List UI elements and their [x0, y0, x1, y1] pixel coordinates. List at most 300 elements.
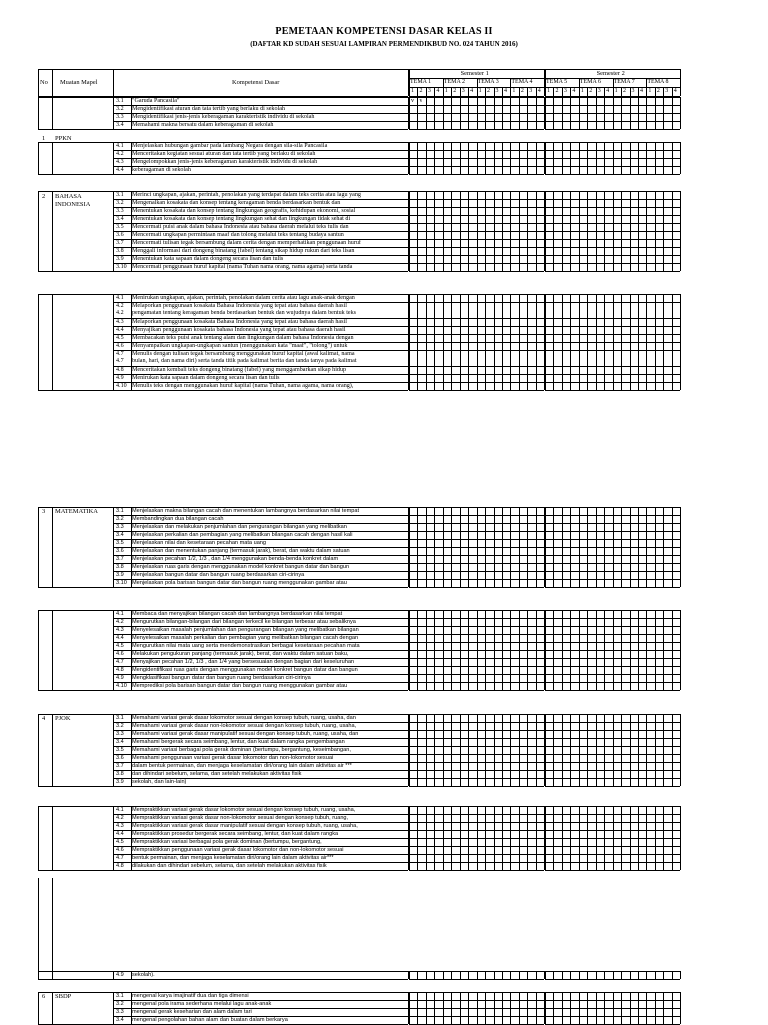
- kd-text: Mencermati puisi anak dalam bahasa Indonesia atau bahasa daerah melalui teks tulis dan: [132, 224, 349, 230]
- grid-rule: [562, 971, 563, 979]
- grid-rule: [485, 97, 486, 129]
- rule: [536, 87, 537, 96]
- grid-rule: [409, 806, 410, 870]
- rule: [485, 87, 486, 96]
- grid-rule: [613, 294, 614, 390]
- grid-rule: [519, 610, 520, 690]
- grid-rule: [613, 714, 614, 786]
- grid-rule: [409, 714, 410, 786]
- grid-rule: [638, 294, 639, 390]
- rule: [451, 87, 452, 96]
- grid-rule: [502, 992, 503, 1024]
- grid-rule: [502, 294, 503, 390]
- grid-rule: [443, 97, 444, 129]
- grid-rule: [545, 992, 546, 1024]
- rule: [613, 87, 614, 96]
- grid-rule: [680, 97, 681, 129]
- rule: [443, 87, 444, 96]
- grid-rule: [638, 714, 639, 786]
- grid-rule: [545, 587, 680, 588]
- grid-rule: [510, 97, 511, 129]
- grid-rule: [545, 191, 546, 271]
- grid-rule: [434, 806, 435, 870]
- kd-text: Memahami makna bersatu dalam keberagaman di sekolah: [132, 122, 274, 128]
- row-rule: [113, 223, 408, 224]
- continuation-rule: [38, 878, 39, 971]
- rule: [460, 87, 461, 96]
- grid-rule: [477, 507, 478, 587]
- kd-code: 4.4: [116, 167, 124, 173]
- row-rule: [113, 539, 408, 540]
- kd-code: 3.8: [116, 564, 124, 570]
- row-rule: [113, 374, 408, 375]
- row-rule: [113, 302, 408, 303]
- row-rule: [113, 239, 408, 240]
- grid-rule: [638, 992, 639, 1024]
- grid-rule: [545, 294, 546, 390]
- kd-code: 4.7: [116, 855, 124, 861]
- kd-code: 4.9: [116, 675, 124, 681]
- grid-rule: [460, 507, 461, 587]
- subtema-number: 1: [580, 88, 584, 94]
- kd-code: 3.2: [116, 106, 124, 112]
- grid-rule: [587, 971, 588, 979]
- grid-rule: [663, 714, 664, 786]
- grid-rule: [613, 610, 614, 690]
- section-rule: [38, 714, 408, 715]
- grid-rule: [519, 714, 520, 786]
- grid-rule: [604, 992, 605, 1024]
- kd-text: Menggali informasi dari dongeng binatang (fabel) tentang sikap hidup rukun dari teks lisan: [132, 248, 355, 254]
- grid-rule: [426, 97, 427, 129]
- kd-code: 3.5: [116, 224, 124, 230]
- subtema-number: 1: [614, 88, 618, 94]
- grid-rule: [655, 806, 656, 870]
- tema-8-header: TEMA 8: [647, 79, 669, 85]
- grid-rule: [663, 992, 664, 1024]
- grid-rule: [545, 806, 546, 870]
- subject-name: PPKN: [55, 135, 72, 142]
- grid-rule: [485, 142, 486, 174]
- row-rule: [113, 690, 408, 691]
- grid-rule: [604, 97, 605, 129]
- grid-rule: [494, 97, 495, 129]
- grid-rule: [655, 507, 656, 587]
- rule: [646, 87, 647, 96]
- subtema-number: 3: [461, 88, 465, 94]
- rule: [113, 714, 114, 786]
- rule: [655, 87, 656, 96]
- grid-rule: [460, 806, 461, 870]
- grid-rule: [663, 610, 664, 690]
- kd-text: Menjelaskan makna bilangan cacah dan menentukan lambangnya berdasarkan nilai tempat: [132, 508, 360, 514]
- kd-text: Menjelaskan pola barisan bangun datar dan bangun ruang menggunakan gambar atau: [132, 580, 347, 586]
- row-rule: [113, 382, 408, 383]
- grid-rule: [468, 610, 469, 690]
- grid-rule: [646, 610, 647, 690]
- row-rule: [113, 979, 408, 980]
- grid-rule: [434, 294, 435, 390]
- grid-rule: [510, 806, 511, 870]
- grid-rule: [519, 97, 520, 129]
- row-rule: [113, 531, 408, 532]
- row-rule: [113, 1008, 408, 1009]
- grid-rule: [562, 142, 563, 174]
- grid-rule: [630, 806, 631, 870]
- rule: [38, 806, 39, 870]
- row-rule: [113, 738, 408, 739]
- kd-text: Membaca dan menyajikan bilangan cacah dan lambangnya berdasarkan nilai tempat: [132, 611, 343, 617]
- kd-code: 4.2: [116, 151, 124, 157]
- rule: [52, 294, 53, 390]
- row-rule: [113, 547, 408, 548]
- grid-rule: [494, 142, 495, 174]
- grid-rule: [613, 507, 614, 587]
- grid-rule: [663, 507, 664, 587]
- grid-rule: [630, 507, 631, 587]
- kd-text: Melaporkan penggunaan kosakata Bahasa Indonesia yang tepat atau bahasa daerah hasil: [132, 319, 347, 325]
- row-rule: [113, 770, 408, 771]
- subtema-number: 2: [656, 88, 660, 94]
- rule: [38, 507, 39, 587]
- grid-rule: [477, 97, 478, 129]
- grid-rule: [630, 992, 631, 1024]
- grid-rule: [545, 786, 680, 787]
- grid-rule: [468, 294, 469, 390]
- grid-rule: [536, 294, 537, 390]
- grid-rule: [579, 971, 580, 979]
- kd-text: bulan, hari, dan nama diri) serta tanda titik pada kalimat berita dan tanda tanya pada kalimat: [132, 358, 357, 364]
- grid-rule: [527, 294, 528, 390]
- grid-rule: [494, 992, 495, 1024]
- grid-rule: [443, 610, 444, 690]
- grid-rule: [409, 294, 410, 390]
- rule: [38, 191, 39, 271]
- kd-code: 3.1: [116, 192, 124, 198]
- subject-number: 6: [42, 993, 46, 1000]
- rule: [502, 87, 503, 96]
- grid-rule: [604, 507, 605, 587]
- kd-text: "Garuda Pancasila": [132, 98, 180, 104]
- grid-rule: [460, 142, 461, 174]
- grid-rule: [562, 294, 563, 390]
- kd-text: mengenal pengolahan bahan alam dan buatan dalam berkarya: [132, 1017, 288, 1023]
- grid-rule: [510, 971, 511, 979]
- subtema-number: 2: [453, 88, 457, 94]
- rule: [52, 806, 53, 870]
- kd-text: Mencermati ungkapan permintaan maaf dan tolong melalui teks tentang budaya santun: [132, 232, 344, 238]
- grid-rule: [638, 507, 639, 587]
- grid-rule: [485, 507, 486, 587]
- rule: [672, 87, 673, 96]
- rule: [630, 87, 631, 96]
- grid-rule: [409, 979, 544, 980]
- grid-rule: [680, 191, 681, 271]
- grid-rule: [604, 714, 605, 786]
- grid-rule: [604, 806, 605, 870]
- grid-rule: [485, 714, 486, 786]
- subtema-number: 1: [478, 88, 482, 94]
- rule: [113, 971, 114, 979]
- kd-text: Menceritakan kegiatan sesuai aturan dan tata tertib yang berlaku di sekolah: [132, 151, 316, 157]
- kd-code: 3.2: [116, 723, 124, 729]
- kd-code: 4.7: [116, 358, 124, 364]
- tema-2-header: TEMA 2: [443, 79, 465, 85]
- grid-rule: [587, 507, 588, 587]
- rule: [52, 507, 53, 587]
- rule: [417, 87, 418, 96]
- subtema-number: 3: [665, 88, 669, 94]
- kd-text: keberagaman di sekolah: [132, 167, 191, 173]
- grid-rule: [434, 610, 435, 690]
- kd-code: 4.9: [116, 375, 124, 381]
- grid-rule: [672, 806, 673, 870]
- subtema-number: 2: [589, 88, 593, 94]
- kd-text: Mengelompokkan jenis-jenis keberagaman karakteristik individu di sekolah: [132, 159, 318, 165]
- rule: [494, 87, 495, 96]
- grid-rule: [655, 142, 656, 174]
- grid-rule: [527, 806, 528, 870]
- kd-code: 4.8: [116, 367, 124, 373]
- row-rule: [113, 862, 408, 863]
- grid-rule: [570, 142, 571, 174]
- kd-code: 4.4: [116, 327, 124, 333]
- grid-rule: [451, 806, 452, 870]
- grid-rule: [630, 191, 631, 271]
- grid-rule: [553, 507, 554, 587]
- grid-rule: [596, 142, 597, 174]
- grid-rule: [562, 610, 563, 690]
- kd-text: Menyelesaikan masalah perkalian dan pembagian yang melibatkan bilangan cacah dengan: [132, 635, 359, 641]
- kd-code: 3.3: [116, 1009, 124, 1015]
- grid-rule: [536, 142, 537, 174]
- row-rule: [113, 105, 408, 106]
- grid-rule: [596, 507, 597, 587]
- row-rule: [113, 129, 408, 130]
- row-rule: [113, 318, 408, 319]
- kd-text: Membandingkan dua bilangan cacah: [132, 516, 224, 522]
- grid-rule: [468, 507, 469, 587]
- kd-text: Menjelaskan pecahan 1/2, 1/3 , dan 1/4 menggunakan benda-benda konkret dalam: [132, 556, 339, 562]
- kd-text: Menjelaskan dan menentukan panjang (termasuk jarak), berat, dan waktu dalam satuan: [132, 548, 350, 554]
- grid-rule: [579, 507, 580, 587]
- row-rule: [113, 150, 408, 151]
- kd-text: Mempraktikkan variasi gerak dasar manipulatif sesuai dengan konsep tubuh, ruang, usaha,: [132, 823, 358, 829]
- kd-code: 4.7: [116, 351, 124, 357]
- grid-rule: [630, 610, 631, 690]
- continuation-rule: [52, 878, 53, 971]
- grid-rule: [409, 992, 410, 1024]
- row-rule: [113, 113, 408, 114]
- grid-rule: [663, 294, 664, 390]
- grid-rule: [468, 142, 469, 174]
- rule: [38, 992, 39, 1024]
- grid-rule: [485, 610, 486, 690]
- grid-rule: [536, 97, 537, 129]
- kd-text: Memahami bergerak secara seimbang, lentur, dan kuat dalam rangka pengembangan: [132, 739, 345, 745]
- row-rule: [113, 1016, 408, 1017]
- row-rule: [113, 326, 408, 327]
- kd-code: 4.3: [116, 823, 124, 829]
- kd-text: Menyajikan pecahan 1/2, 1/3 , dan 1/4 yang bersesuaian dengan bagian dari keseluruhan: [132, 659, 355, 665]
- section-rule: [38, 992, 408, 993]
- grid-rule: [519, 507, 520, 587]
- grid-rule: [646, 992, 647, 1024]
- grid-rule: [579, 142, 580, 174]
- grid-rule: [621, 294, 622, 390]
- grid-rule: [579, 806, 580, 870]
- row-rule: [113, 626, 408, 627]
- grid-rule: [519, 992, 520, 1024]
- grid-rule: [553, 971, 554, 979]
- grid-rule: [409, 191, 410, 271]
- semester-2-label: Semester 2: [596, 70, 625, 77]
- grid-rule: [630, 294, 631, 390]
- grid-rule: [638, 97, 639, 129]
- tema-5-header: TEMA 5: [546, 79, 568, 85]
- tema-3-header: TEMA 3: [477, 79, 499, 85]
- row-rule: [113, 814, 408, 815]
- subtema-number: 3: [631, 88, 635, 94]
- section-rule: [38, 142, 408, 143]
- kd-code: 3.9: [116, 256, 124, 262]
- kd-text: Menentukan kosakata dan konsep tentang lingkungan geografis, kehidupan ekonomi, sosial: [132, 208, 356, 214]
- row-rule: [113, 682, 408, 683]
- subtema-number: 1: [512, 88, 516, 94]
- grid-rule: [570, 971, 571, 979]
- subject-name: PJOK: [55, 715, 71, 722]
- grid-rule: [553, 191, 554, 271]
- grid-rule: [596, 806, 597, 870]
- kd-text: Melaporkan penggunaan kosakata Bahasa Indonesia yang tepat atau bahasa daerah hasil: [132, 303, 347, 309]
- grid-rule: [570, 191, 571, 271]
- rule: [587, 87, 588, 96]
- kd-code: 3.1: [116, 715, 124, 721]
- kd-code: 3.1: [116, 993, 124, 999]
- subtema-number: 3: [529, 88, 533, 94]
- row-rule: [113, 271, 408, 272]
- subtema-number: 2: [555, 88, 559, 94]
- row-rule: [113, 515, 408, 516]
- grid-rule: [672, 191, 673, 271]
- kd-text: mengenal pola irama sederhana melalui lagu anak-anak: [132, 1001, 272, 1007]
- grid-rule: [613, 992, 614, 1024]
- row-rule: [113, 846, 408, 847]
- rule: [38, 97, 39, 129]
- grid-rule: [443, 294, 444, 390]
- kd-code: 3.8: [116, 771, 124, 777]
- grid-rule: [672, 97, 673, 129]
- grid-rule: [621, 971, 622, 979]
- grid-rule: [663, 142, 664, 174]
- grid-rule: [468, 971, 469, 979]
- rule: [52, 610, 53, 690]
- grid-rule: [570, 806, 571, 870]
- row-rule: [113, 730, 408, 731]
- grid-rule: [460, 992, 461, 1024]
- grid-rule: [680, 971, 681, 979]
- grid-rule: [596, 191, 597, 271]
- grid-rule: [646, 191, 647, 271]
- grid-rule: [510, 142, 511, 174]
- grid-rule: [680, 610, 681, 690]
- row-rule: [113, 523, 408, 524]
- grid-rule: [409, 587, 544, 588]
- grid-rule: [579, 992, 580, 1024]
- kd-text: dalam bentuk permainan, dan menjaga keselamatan diri/orang lain dalam aktivitas air ***: [132, 763, 352, 769]
- grid-rule: [485, 294, 486, 390]
- grid-rule: [613, 142, 614, 174]
- grid-rule: [409, 142, 410, 174]
- grid-rule: [460, 294, 461, 390]
- grid-rule: [621, 992, 622, 1024]
- grid-rule: [680, 507, 681, 587]
- grid-rule: [596, 714, 597, 786]
- kd-code: 3.5: [116, 747, 124, 753]
- grid-rule: [494, 191, 495, 271]
- grid-rule: [519, 191, 520, 271]
- kd-code: 3.3: [116, 114, 124, 120]
- grid-rule: [553, 992, 554, 1024]
- grid-rule: [426, 191, 427, 271]
- rule: [52, 191, 53, 271]
- kd-text: Mencermati tulisan tegak bersambung dalam cerita dengan memperhatikan penggunaan huruf: [132, 240, 361, 246]
- rule: [562, 87, 563, 96]
- row-rule: [113, 366, 408, 367]
- grid-rule: [477, 610, 478, 690]
- kd-text: Menulis teks dengan menggunakan huruf kapital (nama Tuhan, nama agama, nama orang),: [132, 383, 354, 389]
- grid-rule: [596, 610, 597, 690]
- grid-rule: [630, 142, 631, 174]
- grid-rule: [527, 191, 528, 271]
- grid-rule: [443, 507, 444, 587]
- grid-rule: [527, 610, 528, 690]
- grid-rule: [485, 992, 486, 1024]
- grid-rule: [604, 142, 605, 174]
- rule: [409, 87, 410, 96]
- row-rule: [113, 231, 408, 232]
- grid-rule: [409, 870, 544, 871]
- grid-rule: [587, 610, 588, 690]
- subtema-number: 1: [547, 88, 550, 94]
- kd-code: 4.7: [116, 659, 124, 665]
- page-subtitle: (DAFTAR KD SUDAH SESUAI LAMPIRAN PERMENDIKBUD NO. 024 TAHUN 2016): [250, 40, 518, 48]
- subtema-number: 4: [537, 88, 541, 94]
- kd-code: 4.2: [116, 815, 124, 821]
- grid-rule: [663, 806, 664, 870]
- rule: [52, 69, 53, 96]
- grid-rule: [443, 714, 444, 786]
- kd-text: pengamatan tentang keragaman benda berdasarkan bentuk dan wujudnya dalam bentuk teks: [132, 310, 357, 316]
- subtema-number: 3: [427, 88, 431, 94]
- row-rule: [113, 121, 408, 122]
- grid-rule: [468, 806, 469, 870]
- kd-code: 4.3: [116, 159, 124, 165]
- grid-rule: [655, 191, 656, 271]
- subtema-number: 3: [495, 88, 499, 94]
- grid-rule: [443, 142, 444, 174]
- rule: [52, 714, 53, 786]
- grid-rule: [553, 806, 554, 870]
- grid-rule: [663, 971, 664, 979]
- kd-text: dan dihindari sebelum, selama, dan setelah melakukan aktivitas fisik: [132, 771, 302, 777]
- grid-rule: [477, 806, 478, 870]
- rule: [131, 714, 132, 786]
- row-rule: [113, 746, 408, 747]
- rule: [38, 142, 39, 174]
- grid-rule: [545, 690, 680, 691]
- subtema-number: 2: [623, 88, 627, 94]
